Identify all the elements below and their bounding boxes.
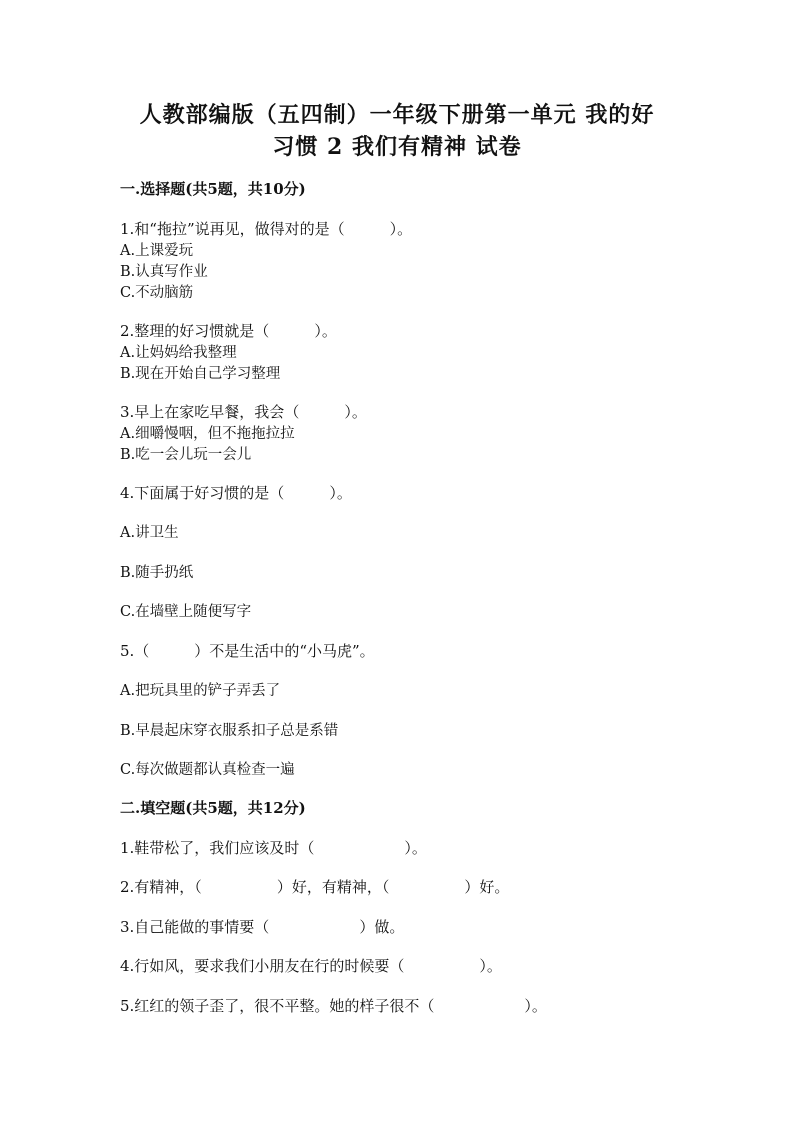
fill-question-1: 1.鞋带松了，我们应该及时（ ）。 [120,839,427,857]
choice-q5-option-a: A.把玩具里的铲子弄丢了 [120,683,281,699]
choice-q1-option-c: C.不动脑筋 [120,285,194,301]
fill-question-3: 3.自己能做的事情要（ ）做。 [120,918,405,936]
choice-question-3: 3.早上在家吃早餐，我会（ ）。 [120,403,367,421]
choice-question-5: 5.（ ）不是生活中的“小马虎”。 [120,642,375,660]
fill-question-5: 5.红红的领子歪了，很不平整。她的样子很不（ ）。 [120,997,547,1015]
choice-q4-option-a: A.讲卫生 [120,525,179,541]
page-title-line-2: 习惯 2 我们有精神 试卷 [272,134,522,160]
choice-q3-option-b: B.吃一会儿玩一会儿 [120,447,252,463]
choice-question-2: 2.整理的好习惯就是（ ）。 [120,322,337,340]
fill-question-2: 2.有精神，（ ）好，有精神，（ ）好。 [120,878,510,896]
section-heading-choice: 一.选择题(共5题，共10分) [120,180,306,198]
section-heading-fill-in: 二.填空题(共5题，共12分) [120,799,306,817]
choice-question-1: 1.和“拖拉”说再见，做得对的是（ ）。 [120,220,413,238]
choice-q4-option-c: C.在墙壁上随便写字 [120,604,252,620]
choice-q5-option-b: B.早晨起床穿衣服系扣子总是系错 [120,723,339,739]
choice-q3-option-a: A.细嚼慢咽，但不拖拖拉拉 [120,426,295,442]
page-title-line-1: 人教部编版（五四制）一年级下册第一单元 我的好 [139,102,655,128]
choice-q4-option-b: B.随手扔纸 [120,565,194,581]
choice-q2-option-b: B.现在开始自己学习整理 [120,366,281,382]
choice-q1-option-b: B.认真写作业 [120,264,208,280]
choice-q1-option-a: A.上课爱玩 [120,243,194,259]
choice-question-4: 4.下面属于好习惯的是（ ）。 [120,484,352,502]
fill-question-4: 4.行如风，要求我们小朋友在行的时候要（ ）。 [120,957,502,975]
choice-q5-option-c: C.每次做题都认真检查一遍 [120,762,295,778]
choice-q2-option-a: A.让妈妈给我整理 [120,345,237,361]
